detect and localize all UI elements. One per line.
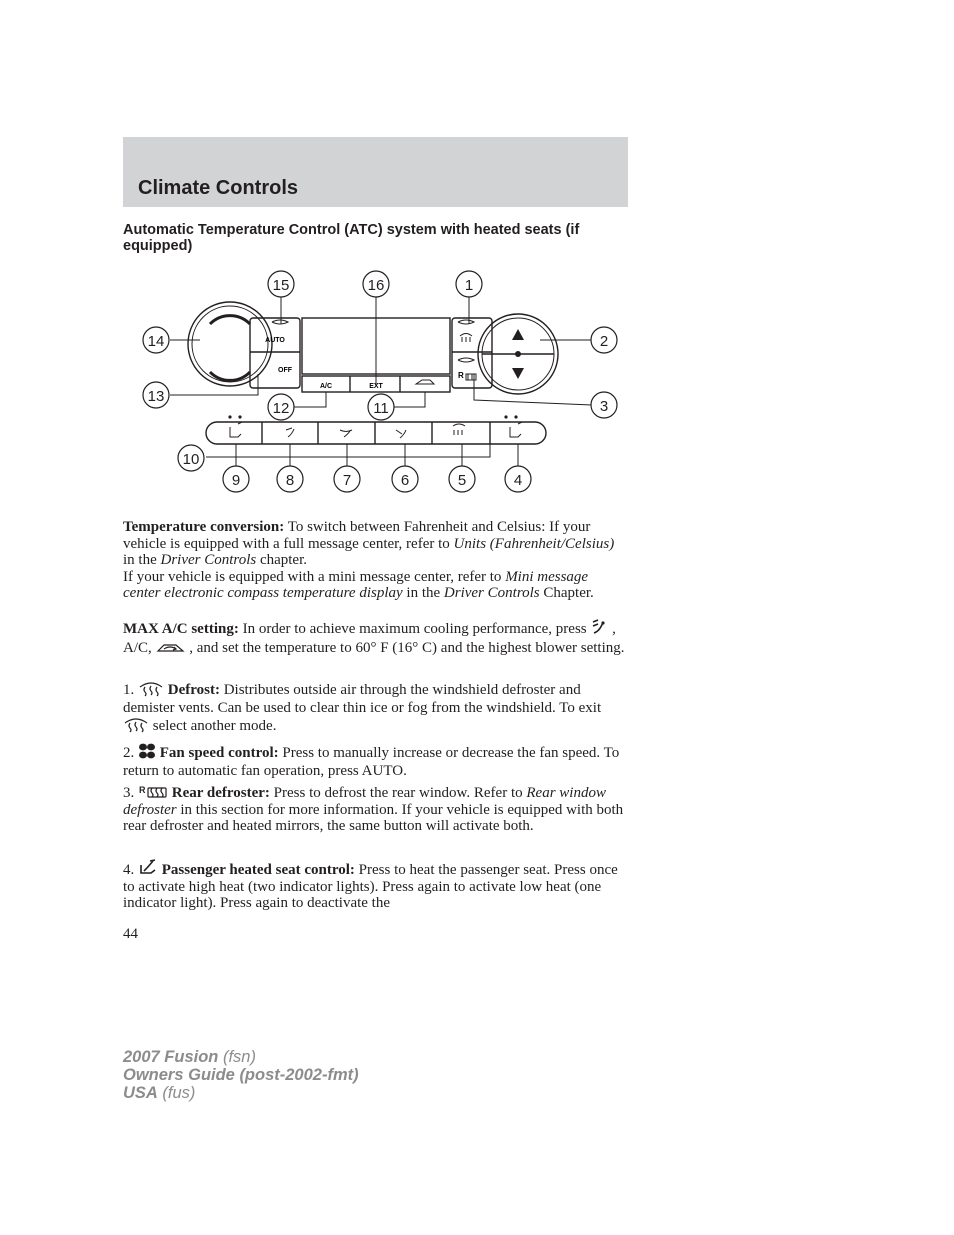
item-3-text-1: Press to defrost the rear window. Refer to — [269, 785, 527, 801]
item-3-rear-defroster — [123, 784, 628, 835]
max-ac-vent-icon — [590, 618, 608, 636]
rear-defrost-icon — [138, 784, 168, 800]
callout-6: 6 — [400, 472, 410, 489]
callout-11: 11 — [373, 400, 389, 417]
callout-3: 3 — [599, 398, 609, 415]
footer-guide: Owners Guide (post-2002-fmt) — [123, 1066, 359, 1084]
callout-5: 5 — [457, 472, 467, 489]
item-4-text-1: Press to heat the passenger seat. Press once to activate high heat (two indicator lights). Press again to activate low heat (one indicator light). Press again to deactivate the — [123, 862, 618, 911]
max-ac-label: MAX A/C setting: — [123, 621, 239, 637]
item-1-text-2: select another mode. — [149, 718, 277, 734]
item-4-passenger-heated-seat — [123, 859, 628, 912]
ext-button-label: EXT — [369, 383, 383, 390]
footer-market: USA — [123, 1084, 158, 1102]
rear-defroster-label: Rear defroster: — [171, 785, 270, 801]
item-1-text-1: Distributes outside air through the windshield defroster and demister vents. Can be used to clear thin ice or fog from the windshield. To exit — [123, 682, 602, 716]
temp-ref-driver-controls-2: Driver Controls — [443, 585, 540, 601]
defrost-label: Defrost: — [167, 682, 220, 698]
heated-seat-icon — [138, 859, 158, 877]
temp-text-6: Chapter. — [539, 585, 594, 601]
temp-label: Temperature conversion: — [123, 519, 285, 535]
max-ac-text-1: In order to achieve maximum cooling performance, press — [238, 621, 591, 637]
item-2-number: 2. — [123, 745, 135, 761]
callout-16: 16 — [367, 277, 385, 294]
item-3-number: 3. — [123, 785, 135, 801]
temperature-conversion-paragraph — [123, 519, 628, 602]
callout-7: 7 — [342, 472, 352, 489]
footer-model-code: (fsn) — [218, 1048, 256, 1066]
rear-window-defroster-ref: Rear window defroster — [123, 785, 606, 818]
temp-ref-mini-message: Mini message center electronic compass temperature display — [123, 568, 589, 601]
section-title: Climate Controls — [138, 177, 299, 199]
temp-text-5: in the — [402, 585, 444, 601]
recirculation-icon — [156, 639, 186, 655]
diagram-heading: Automatic Temperature Control (ATC) system with heated seats (if equipped) — [123, 222, 580, 254]
item-4-number: 4. — [123, 862, 135, 878]
temp-text-3: chapter. — [256, 552, 308, 568]
item-2-text-1: Press to manually increase or decrease the fan speed. To return to automatic fan operation, press AUTO. — [123, 745, 620, 779]
footer-market-code: (fus) — [157, 1084, 196, 1102]
temp-ref-units: Units (Fahrenheit/Celsius) — [453, 535, 615, 552]
max-ac-paragraph — [123, 618, 628, 658]
passenger-heated-seat-label: Passenger heated seat control: — [161, 862, 355, 878]
fan-speed-label: Fan speed control: — [159, 745, 279, 761]
footer-model: 2007 Fusion — [123, 1048, 219, 1066]
auto-button-label: AUTO — [265, 337, 285, 344]
ac-button-label: A/C — [319, 383, 333, 390]
callout-2: 2 — [599, 333, 609, 350]
header-band — [123, 137, 628, 207]
defrost-icon — [138, 681, 164, 697]
max-ac-text-2: , A/C, — [123, 621, 616, 656]
callout-4: 4 — [513, 472, 523, 489]
temp-text-2: in the — [123, 552, 161, 568]
off-button-label: OFF — [278, 367, 292, 374]
fan-icon — [138, 742, 156, 760]
item-2-fan-speed — [123, 742, 628, 780]
item-1-number: 1. — [123, 682, 135, 698]
callout-12: 12 — [272, 400, 290, 417]
callout-10: 10 — [182, 451, 200, 468]
item-1-defrost — [123, 681, 628, 735]
callout-8: 8 — [285, 472, 295, 489]
item-3-text-2: in this section for more information. If your vehicle is equipped with both rear defroster and heated mirrors, the same button will activate both. — [123, 801, 624, 834]
callout-14: 14 — [147, 333, 165, 350]
temp-ref-driver-controls: Driver Controls — [160, 552, 257, 568]
temp-text-1: To switch between Fahrenheit and Celsius: If your vehicle is equipped with a full message center, refer to — [123, 519, 591, 552]
defrost-icon — [123, 717, 149, 733]
max-ac-text-3: , and set the temperature to 60° F (16° C) and the highest blower setting. — [185, 640, 625, 656]
callout-15: 15 — [272, 277, 290, 294]
footer — [123, 1048, 359, 1102]
rear-defrost-r-label: R — [458, 371, 464, 380]
temp-text-4: If your vehicle is equipped with a mini message center, refer to — [123, 568, 506, 585]
climate-panel-diagram — [140, 262, 630, 497]
callout-1: 1 — [464, 277, 474, 294]
callout-9: 9 — [231, 472, 241, 489]
callout-13: 13 — [147, 388, 165, 405]
svg-text:R: R — [139, 785, 146, 795]
page-number: 44 — [123, 926, 138, 942]
